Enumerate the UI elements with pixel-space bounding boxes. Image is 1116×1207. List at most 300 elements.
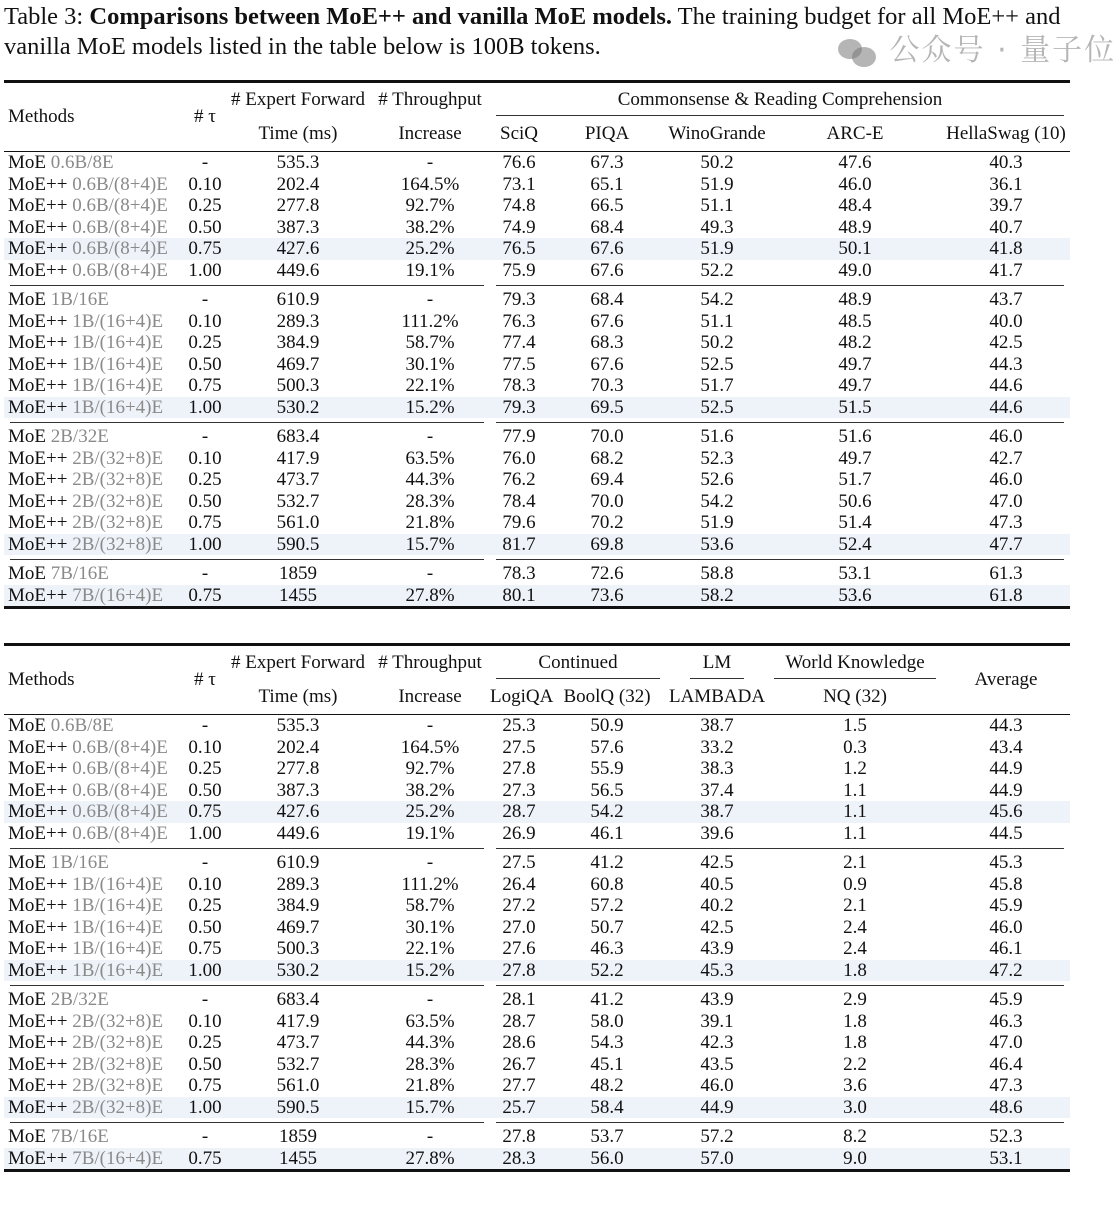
model-size: 2B/(32+8)E	[72, 1096, 164, 1118]
time-cell: 384.9	[276, 895, 320, 916]
increase-cell: 30.1%	[405, 916, 455, 938]
metric-cell: 50.1	[768, 238, 942, 260]
header-metric: WinoGrande	[668, 123, 766, 144]
metric-cell: 58.4	[548, 1097, 666, 1119]
metric-cell: 48.2	[590, 1075, 624, 1096]
metric-cell: 80.1	[490, 585, 548, 608]
tau-cell: 0.50	[188, 779, 222, 801]
method-cell	[4, 758, 184, 780]
model-size: 0.6B/(8+4)E	[72, 801, 168, 822]
metric-cell: 44.3	[989, 715, 1023, 736]
metric-cell: 68.4	[590, 289, 624, 310]
metric-cell: 70.0	[590, 426, 624, 447]
group-separator	[4, 418, 1070, 426]
increase-cell: -	[426, 289, 434, 310]
metric-cell: 69.5	[548, 397, 666, 419]
metric-cell: 33.2	[700, 736, 734, 758]
metric-cell: 27.5	[502, 852, 536, 873]
metric-cell: 40.0	[989, 310, 1023, 332]
method-name: MoE++	[8, 259, 68, 281]
table-row	[4, 238, 1070, 260]
metric-cell: 67.6	[590, 353, 624, 375]
table-row	[4, 260, 1070, 282]
metric-cell: 46.0	[989, 426, 1023, 447]
separator-rule	[496, 985, 1064, 986]
metric-cell: 1.8	[843, 1010, 867, 1032]
metric-cell: 8.2	[843, 1126, 867, 1147]
method-cell	[4, 1054, 184, 1076]
metric-cell: 58.2	[666, 585, 768, 608]
metric-cell: 42.5	[989, 332, 1023, 353]
metric-cell: 52.5	[666, 397, 768, 419]
header-tau: # τ	[194, 669, 216, 690]
increase-cell: 19.1%	[405, 259, 455, 281]
method-name: MoE++	[8, 375, 68, 396]
metric-cell: 41.2	[590, 989, 624, 1010]
method-cell	[4, 491, 184, 513]
header-time-top: # Expert Forward	[230, 652, 366, 673]
model-size: 0.6B/(8+4)E	[72, 822, 168, 844]
increase-cell: 15.2%	[370, 397, 490, 419]
metric-cell: 41.7	[989, 259, 1023, 281]
time-cell: 683.4	[276, 989, 320, 1010]
model-size: 1B/(16+4)E	[72, 916, 164, 938]
table-row	[4, 780, 1070, 802]
table-row	[4, 801, 1070, 823]
increase-cell: 92.7%	[405, 195, 455, 216]
header-inc-top: # Throughput	[378, 89, 482, 110]
header-time-bottom: Time (ms)	[258, 686, 338, 707]
method-name: MoE	[8, 426, 46, 447]
tau-cell: 0.75	[184, 801, 226, 823]
table-row	[4, 534, 1070, 556]
metric-cell: 51.7	[700, 375, 734, 396]
metric-cell: 44.9	[989, 758, 1023, 779]
metric-cell: 43.9	[700, 938, 734, 959]
model-size: 1B/16E	[50, 289, 109, 310]
method-name: MoE++	[8, 173, 68, 195]
header-metric: SciQ	[500, 123, 538, 144]
header-metric: LogiQA	[490, 686, 554, 707]
metric-cell: 25.3	[502, 715, 536, 736]
method-name: MoE++	[8, 447, 68, 469]
metric-cell: 2.4	[843, 938, 867, 959]
method-name: MoE	[8, 715, 46, 736]
increase-cell: -	[426, 1126, 434, 1147]
method-cell	[4, 938, 184, 960]
metric-cell: 38.3	[700, 758, 734, 779]
time-cell: 500.3	[276, 375, 320, 396]
table-row	[4, 354, 1070, 376]
method-name: MoE++	[8, 1010, 68, 1032]
method-name: MoE++	[8, 1096, 68, 1118]
time-cell: 387.3	[276, 779, 320, 801]
metric-cell: 47.0	[989, 1032, 1023, 1053]
metric-cell: 57.0	[666, 1148, 768, 1171]
model-size: 0.6B/(8+4)E	[72, 195, 168, 216]
metric-cell: 54.3	[590, 1032, 624, 1053]
metric-cell: 76.5	[490, 238, 548, 260]
metric-cell: 46.1	[590, 822, 624, 844]
metric-cell: 27.3	[502, 779, 536, 801]
time-cell: 387.3	[276, 216, 320, 238]
tau-cell: 0.75	[184, 1148, 226, 1171]
increase-cell: -	[426, 563, 434, 584]
increase-cell: 44.3%	[405, 469, 455, 490]
method-cell	[4, 311, 184, 333]
tau-cell: 0.25	[188, 332, 222, 353]
metric-cell: 67.3	[590, 152, 624, 173]
metric-cell: 49.0	[838, 259, 872, 281]
metric-cell: 50.2	[700, 152, 734, 173]
time-cell: 449.6	[276, 259, 320, 281]
time-cell: 469.7	[276, 353, 320, 375]
method-name: MoE++	[8, 938, 68, 959]
metric-cell: 39.1	[700, 1010, 734, 1032]
method-cell	[4, 852, 184, 874]
time-cell: 1859	[279, 563, 317, 584]
metric-cell: 54.2	[700, 289, 734, 310]
metric-cell: 76.3	[502, 310, 536, 332]
metric-cell: 48.5	[838, 310, 872, 332]
metric-cell: 40.5	[700, 873, 734, 895]
time-cell: 1455	[226, 1148, 370, 1171]
time-cell: 289.3	[276, 310, 320, 332]
model-size: 7B/(16+4)E	[72, 1147, 164, 1169]
metric-cell: 79.3	[490, 397, 548, 419]
metric-cell: 51.4	[838, 512, 872, 533]
tau-cell: 0.50	[188, 490, 222, 512]
metric-cell: 27.7	[502, 1075, 536, 1096]
method-cell	[4, 534, 184, 556]
metric-cell: 48.6	[942, 1097, 1070, 1119]
metric-cell: 40.7	[989, 216, 1023, 238]
metric-cell: 52.6	[700, 469, 734, 490]
metric-cell: 43.7	[989, 289, 1023, 310]
method-name: MoE++	[8, 873, 68, 895]
metric-cell: 52.3	[989, 1126, 1023, 1147]
tau-cell: 0.75	[188, 375, 222, 396]
method-cell	[4, 801, 184, 823]
increase-cell: 92.7%	[405, 758, 455, 779]
header-methods: Methods	[8, 106, 75, 127]
method-name: MoE++	[8, 533, 68, 555]
tau-cell: 0.25	[188, 469, 222, 490]
method-cell	[4, 375, 184, 397]
table-row	[4, 1054, 1070, 1076]
metric-cell: 47.3	[989, 1075, 1023, 1096]
metric-cell: 57.2	[700, 1126, 734, 1147]
metric-cell: 53.6	[666, 534, 768, 556]
metric-cell: 46.4	[989, 1053, 1023, 1075]
header-metric: HellaSwag (10)	[946, 123, 1066, 144]
model-size: 0.6B/8E	[50, 152, 114, 173]
header-tau: # τ	[194, 106, 216, 127]
model-size: 1B/(16+4)E	[72, 375, 164, 396]
metric-cell: 52.5	[700, 353, 734, 375]
time-cell: 610.9	[276, 289, 320, 310]
method-cell	[4, 1097, 184, 1119]
header-metric: PIQA	[584, 123, 630, 144]
time-cell: 530.2	[226, 397, 370, 419]
time-cell: 384.9	[276, 332, 320, 353]
table-row	[4, 1011, 1070, 1033]
metric-cell: 51.6	[700, 426, 734, 447]
metric-cell: 45.1	[590, 1053, 624, 1075]
table-row	[4, 917, 1070, 939]
method-name: MoE++	[8, 758, 68, 779]
metric-cell: 38.7	[666, 801, 768, 823]
method-name: MoE++	[8, 736, 68, 758]
method-cell	[4, 563, 184, 585]
results-table-commonsense	[4, 80, 1070, 609]
method-cell	[4, 989, 184, 1011]
metric-cell: 57.2	[590, 895, 624, 916]
tau-cell: -	[201, 426, 209, 447]
metric-cell: 79.3	[502, 289, 536, 310]
time-cell: 561.0	[276, 1075, 320, 1096]
separator-rule	[10, 422, 484, 423]
tau-cell: 0.75	[188, 1075, 222, 1096]
method-name: MoE++	[8, 490, 68, 512]
metric-cell: 66.5	[590, 195, 624, 216]
model-size: 1B/(16+4)E	[72, 938, 164, 959]
metric-cell: 42.5	[700, 852, 734, 873]
table-row	[4, 448, 1070, 470]
metric-cell: 49.3	[700, 216, 734, 238]
metric-cell: 69.8	[548, 534, 666, 556]
table-row	[4, 1126, 1070, 1148]
table-row	[4, 195, 1070, 217]
method-name: MoE++	[8, 801, 68, 822]
metric-cell: 49.7	[838, 353, 872, 375]
model-size: 2B/32E	[50, 989, 109, 1010]
method-cell	[4, 585, 184, 608]
model-size: 0.6B/(8+4)E	[72, 173, 168, 195]
model-size: 1B/(16+4)E	[72, 396, 164, 418]
metric-cell: 28.6	[502, 1032, 536, 1053]
metric-cell: 44.6	[942, 397, 1070, 419]
model-size: 2B/(32+8)E	[72, 1010, 164, 1032]
method-cell	[4, 354, 184, 376]
increase-cell: 111.2%	[401, 873, 459, 895]
time-cell: 277.8	[276, 195, 320, 216]
time-cell: 469.7	[276, 916, 320, 938]
table-row	[4, 960, 1070, 982]
metric-cell: 57.6	[590, 736, 624, 758]
metric-cell: 42.5	[700, 916, 734, 938]
metric-cell: 76.0	[502, 447, 536, 469]
metric-cell: 61.3	[989, 563, 1023, 584]
metric-cell: 77.5	[502, 353, 536, 375]
increase-cell: -	[426, 715, 434, 736]
time-cell: 532.7	[276, 490, 320, 512]
method-cell	[4, 874, 184, 896]
metric-cell: 45.8	[989, 873, 1023, 895]
table-row	[4, 852, 1070, 874]
table-row	[4, 375, 1070, 397]
metric-cell: 37.4	[700, 779, 734, 801]
metric-cell: 67.6	[548, 238, 666, 260]
tau-cell: 0.10	[188, 447, 222, 469]
metric-cell: 1.1	[843, 822, 867, 844]
metric-cell: 45.3	[989, 852, 1023, 873]
metric-cell: 27.8	[490, 960, 548, 982]
metric-cell: 51.9	[700, 173, 734, 195]
method-name: MoE	[8, 989, 46, 1010]
time-cell: 535.3	[276, 152, 320, 173]
metric-cell: 1.5	[843, 715, 867, 736]
table-row	[4, 563, 1070, 585]
caption-text: The training budget for all MoE++ and vanilla MoE models listed in the table below is 100B tokens.	[4, 3, 1061, 60]
tau-cell: 0.50	[188, 216, 222, 238]
table-row	[4, 715, 1070, 737]
metric-cell: 72.6	[590, 563, 624, 584]
tau-cell: -	[201, 715, 209, 736]
metric-cell: 40.3	[989, 152, 1023, 173]
metric-cell: 51.9	[700, 512, 734, 533]
metric-cell: 51.5	[768, 397, 942, 419]
model-size: 0.6B/8E	[50, 715, 114, 736]
tau-cell: 1.00	[184, 960, 226, 982]
metric-cell: 50.7	[590, 916, 624, 938]
metric-cell: 53.1	[838, 563, 872, 584]
method-name: MoE++	[8, 353, 68, 375]
metric-cell: 43.9	[700, 989, 734, 1010]
method-cell	[4, 1011, 184, 1033]
metric-cell: 49.7	[838, 447, 872, 469]
time-cell: 473.7	[276, 1032, 320, 1053]
method-cell	[4, 174, 184, 196]
method-cell	[4, 289, 184, 311]
metric-cell: 60.8	[590, 873, 624, 895]
time-cell: 535.3	[276, 715, 320, 736]
tau-cell: -	[201, 563, 209, 584]
increase-cell: -	[426, 852, 434, 873]
increase-cell: 15.7%	[370, 1097, 490, 1119]
metric-cell: 2.1	[843, 852, 867, 873]
metric-cell: 49.7	[838, 375, 872, 396]
metric-cell: 73.6	[548, 585, 666, 608]
tau-cell: 1.00	[188, 259, 222, 281]
metric-cell: 54.2	[700, 490, 734, 512]
tau-cell: -	[201, 289, 209, 310]
time-cell: 277.8	[276, 758, 320, 779]
metric-cell: 36.1	[989, 173, 1023, 195]
increase-cell: 28.3%	[405, 490, 455, 512]
metric-cell: 2.9	[843, 989, 867, 1010]
model-size: 7B/(16+4)E	[72, 584, 164, 606]
results-table-knowledge	[4, 643, 1070, 1172]
table-row	[4, 512, 1070, 534]
metric-cell: 1.8	[843, 1032, 867, 1053]
metric-cell: 67.6	[590, 310, 624, 332]
tau-cell: 1.00	[188, 822, 222, 844]
header-inc-bottom: Increase	[398, 686, 462, 707]
method-name: MoE	[8, 852, 46, 873]
table-row	[4, 758, 1070, 780]
method-cell	[4, 469, 184, 491]
group-separator	[4, 281, 1070, 289]
metric-cell: 74.8	[502, 195, 536, 216]
method-cell	[4, 715, 184, 737]
separator-rule	[496, 848, 1064, 849]
model-size: 1B/(16+4)E	[72, 353, 164, 375]
method-name: MoE++	[8, 332, 68, 353]
model-size: 2B/(32+8)E	[72, 447, 164, 469]
metric-cell: 47.6	[838, 152, 872, 173]
separator-rule	[10, 985, 484, 986]
time-cell: 449.6	[276, 822, 320, 844]
caption-title: Comparisons between MoE++ and vanilla MoE models.	[89, 3, 672, 30]
metric-cell: 76.6	[502, 152, 536, 173]
model-size: 2B/(32+8)E	[72, 512, 164, 533]
tau-cell: 1.00	[184, 397, 226, 419]
metric-cell: 2.2	[843, 1053, 867, 1075]
method-cell	[4, 260, 184, 282]
method-name: MoE++	[8, 779, 68, 801]
header-metric: ARC-E	[826, 123, 884, 144]
model-size: 2B/(32+8)E	[72, 1075, 164, 1096]
metric-cell: 28.7	[502, 1010, 536, 1032]
model-size: 1B/(16+4)E	[72, 895, 164, 916]
method-cell	[4, 823, 184, 845]
metric-cell: 75.9	[502, 259, 536, 281]
header-methods: Methods	[8, 669, 75, 690]
metric-cell: 2.1	[843, 895, 867, 916]
method-name: MoE++	[8, 1032, 68, 1053]
tau-cell: 0.10	[188, 1010, 222, 1032]
metric-cell: 27.2	[502, 895, 536, 916]
table-row	[4, 1075, 1070, 1097]
metric-cell: 70.3	[590, 375, 624, 396]
model-size: 1B/16E	[50, 852, 109, 873]
method-cell	[4, 332, 184, 354]
time-cell: 590.5	[226, 1097, 370, 1119]
metric-cell: 1.1	[768, 801, 942, 823]
tau-cell: -	[201, 152, 209, 173]
metric-cell: 27.8	[502, 1126, 536, 1147]
group-separator	[4, 1118, 1070, 1126]
tau-cell: 0.10	[188, 310, 222, 332]
model-size: 0.6B/(8+4)E	[72, 779, 168, 801]
tau-cell: 0.25	[188, 1032, 222, 1053]
separator-rule	[496, 422, 1064, 423]
group-separator	[4, 981, 1070, 989]
method-name: MoE++	[8, 469, 68, 490]
table-row	[4, 1032, 1070, 1054]
increase-cell: 15.7%	[370, 534, 490, 556]
header-metric: NQ (32)	[823, 686, 887, 707]
model-size: 0.6B/(8+4)E	[72, 259, 168, 281]
metric-cell: 78.3	[502, 375, 536, 396]
time-cell: 417.9	[276, 447, 320, 469]
header-average: Average	[974, 669, 1038, 690]
method-cell	[4, 195, 184, 217]
tau-cell: 0.10	[188, 173, 222, 195]
table-row	[4, 1097, 1070, 1119]
table-row	[4, 426, 1070, 448]
metric-cell: 47.3	[989, 512, 1023, 533]
header-group-lm: LM	[690, 648, 744, 679]
method-cell	[4, 960, 184, 982]
metric-cell: 46.0	[989, 916, 1023, 938]
method-name: MoE++	[8, 916, 68, 938]
model-size: 1B/(16+4)E	[72, 310, 164, 332]
metric-cell: 3.6	[843, 1075, 867, 1096]
metric-cell: 50.6	[838, 490, 872, 512]
metric-cell: 68.3	[590, 332, 624, 353]
